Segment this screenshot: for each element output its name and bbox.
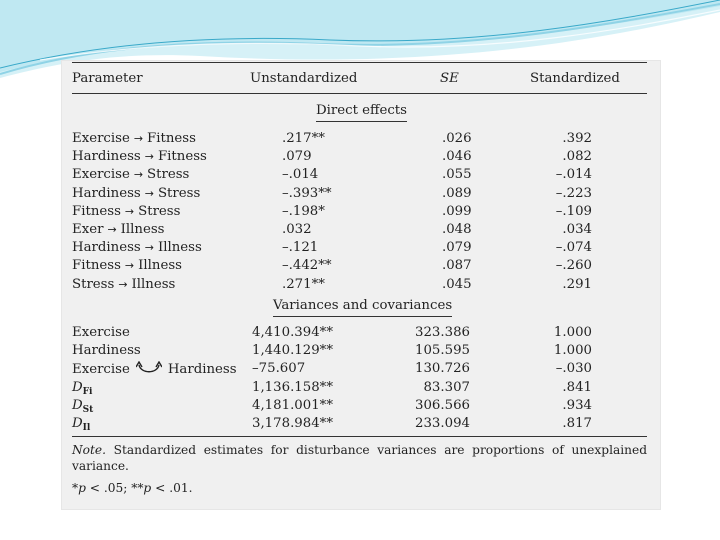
variance-parameter: [72, 343, 141, 359]
header-unstandardized: Unstandardized: [250, 71, 358, 86]
variance-se: 130.726: [415, 361, 470, 377]
effect-se: .055: [442, 167, 472, 183]
right-arrow-icon: →: [144, 186, 154, 200]
effect-to: Illness: [131, 276, 176, 292]
variance-se: 323.386: [415, 325, 470, 340]
disturbance-symbol: D: [72, 379, 83, 395]
effect-standardized: .291: [562, 276, 592, 292]
effect-from: Exercise: [72, 131, 130, 146]
effect-standardized: –.109: [555, 203, 592, 219]
variance-se: 233.094: [415, 416, 470, 431]
sig-p1: p: [78, 481, 86, 495]
variance-unstandardized: 1,440.129**: [252, 343, 333, 359]
effect-se: .087: [442, 258, 472, 274]
effect-se: .089: [442, 185, 472, 201]
sig-star: *: [72, 481, 79, 495]
effect-parameter: [72, 277, 175, 293]
header-se: SE: [440, 71, 459, 86]
effect-from: Hardiness: [72, 185, 141, 201]
right-arrow-icon: →: [124, 204, 135, 218]
note-text: Standardized estimates for disturbance variances are proportions of unexplained variance.: [72, 443, 647, 473]
effect-to: Illness: [138, 258, 182, 274]
effect-parameter: [72, 149, 207, 165]
effect-standardized: –.014: [555, 167, 592, 183]
effect-to: Fitness: [147, 131, 196, 146]
variance-parameter: [72, 361, 237, 378]
variance-parameter: [72, 325, 130, 341]
effect-unstandardized: .271**: [282, 276, 325, 292]
disturbance-symbol: D: [72, 416, 83, 431]
disturbance-subscript: Fi: [82, 386, 93, 397]
significance-note: [72, 480, 647, 496]
effect-unstandardized: .032: [282, 222, 312, 237]
sig-text1: < .05; **: [85, 481, 144, 495]
variance-unstandardized: –75.607: [252, 361, 306, 377]
effect-to: Fitness: [157, 149, 207, 165]
variance-standardized: 1.000: [553, 325, 592, 340]
variance-parameter: [72, 416, 90, 436]
effect-unstandardized: .217**: [282, 131, 325, 146]
header-bottom-rule: [72, 93, 647, 94]
right-arrow-icon: →: [107, 223, 117, 236]
effect-standardized: –.223: [555, 185, 592, 201]
variance-unstandardized: 4,181.001**: [252, 397, 333, 413]
effect-unstandardized: –.121: [282, 240, 319, 256]
disturbance-symbol: D: [72, 397, 83, 413]
effect-se: .048: [442, 222, 472, 237]
variance-label: Exercise: [72, 325, 130, 340]
effect-to: Stress: [157, 185, 201, 201]
disturbance-subscript: Il: [82, 423, 91, 433]
effect-parameter: [72, 240, 202, 256]
note-label: Note.: [72, 443, 106, 457]
effect-parameter: [72, 204, 180, 220]
right-arrow-icon: →: [118, 277, 128, 291]
effect-from: Fitness: [72, 203, 121, 219]
effect-unstandardized: .079: [282, 149, 312, 165]
sig-text2: < .01.: [151, 481, 193, 495]
effect-from: Exercise: [72, 167, 130, 183]
effect-standardized: –.074: [555, 240, 592, 256]
variance-se: 105.595: [415, 343, 470, 359]
effect-unstandardized: –.198*: [282, 203, 325, 219]
effect-parameter: [72, 131, 196, 147]
variance-unstandardized: 4,410.394**: [252, 325, 333, 340]
effect-from: Exer: [72, 222, 104, 237]
effect-unstandardized: –.442**: [282, 258, 332, 274]
table-bottom-rule: [72, 436, 647, 437]
effect-se: .045: [442, 276, 472, 292]
effect-standardized: .082: [562, 149, 592, 165]
effect-se: .079: [442, 240, 472, 256]
variance-parameter: [72, 398, 93, 418]
effect-parameter: [72, 222, 165, 238]
variance-standardized: 1.000: [553, 343, 592, 359]
effect-standardized: .392: [562, 131, 592, 146]
variance-standardized: .817: [562, 416, 592, 431]
variance-label-2: Hardiness: [167, 362, 237, 378]
variance-label: Exercise: [72, 362, 130, 378]
effect-to: Stress: [138, 203, 181, 219]
effect-to: Illness: [120, 222, 165, 237]
effect-parameter: [72, 186, 200, 202]
effect-se: .046: [442, 149, 472, 165]
table-top-rule: [72, 62, 647, 63]
effect-unstandardized: –.014: [282, 167, 319, 183]
effect-to: Stress: [147, 167, 190, 183]
effect-from: Stress: [72, 276, 115, 292]
header-standardized: Standardized: [530, 71, 620, 86]
effect-from: Hardiness: [72, 149, 141, 165]
variance-standardized: –.030: [555, 361, 592, 377]
right-arrow-icon: →: [144, 241, 154, 255]
variance-se: 306.566: [415, 397, 470, 413]
variance-unstandardized: 1,136.158**: [252, 379, 333, 395]
effect-se: .026: [442, 131, 472, 146]
section-title-direct-effects: Direct effects: [316, 103, 407, 122]
effect-from: Hardiness: [72, 240, 141, 256]
effect-to: Illness: [157, 240, 202, 256]
sig-p2: p: [143, 481, 152, 495]
curved-double-arrow-icon: [136, 361, 162, 375]
variance-label: Hardiness: [72, 343, 141, 359]
variance-standardized: .934: [562, 397, 592, 413]
effect-parameter: [72, 258, 182, 274]
right-arrow-icon: →: [133, 168, 144, 182]
effect-parameter: [72, 167, 189, 183]
variance-unstandardized: 3,178.984**: [252, 416, 333, 431]
header-parameter: Parameter: [72, 71, 143, 86]
right-arrow-icon: →: [124, 259, 135, 273]
variance-parameter: [72, 380, 92, 400]
section-title-variances: Variances and covariances: [273, 298, 452, 317]
disturbance-subscript: St: [82, 404, 94, 415]
effect-standardized: .034: [562, 222, 592, 237]
variance-se: 83.307: [423, 379, 470, 395]
right-arrow-icon: →: [133, 132, 144, 145]
effect-se: .099: [442, 203, 472, 219]
variance-standardized: .841: [562, 379, 592, 395]
effect-from: Fitness: [72, 258, 121, 274]
right-arrow-icon: →: [144, 150, 154, 164]
effect-standardized: –.260: [555, 258, 592, 274]
table-note: [72, 442, 647, 474]
effect-unstandardized: –.393**: [282, 185, 332, 201]
